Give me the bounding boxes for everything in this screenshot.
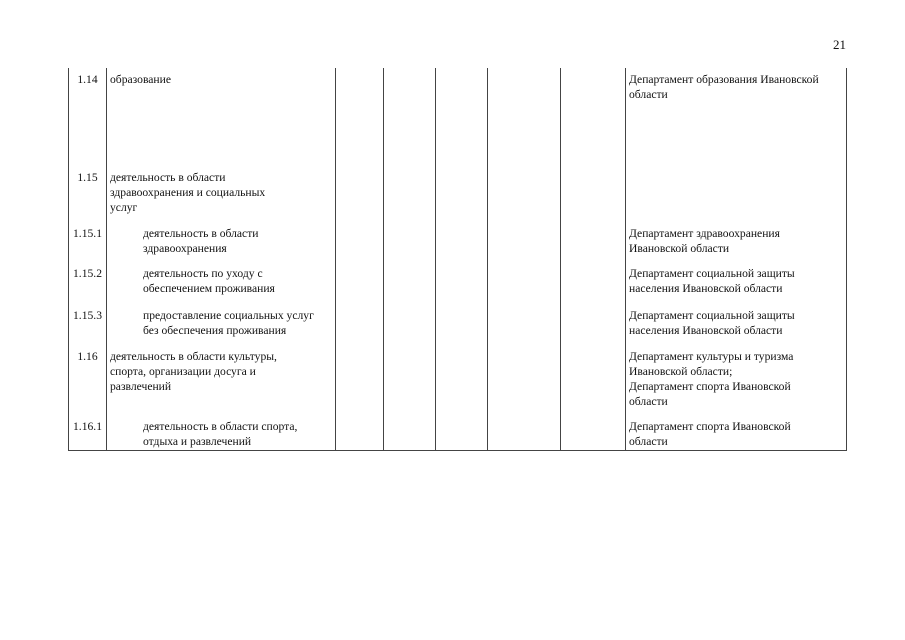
empty-cell <box>336 415 384 450</box>
empty-cell <box>384 166 436 222</box>
activity-name: деятельность в области здравоохранения <box>107 222 336 262</box>
activity-name: деятельность в области спорта, отдыха и развлечений <box>107 415 336 450</box>
empty-cell <box>336 345 384 415</box>
table-row <box>69 415 847 450</box>
empty-cell <box>336 166 384 222</box>
activities-table <box>68 68 847 451</box>
activity-name: деятельность в области культуры, спорта, организации досуга и развлечений <box>107 345 336 415</box>
table-row <box>69 166 847 222</box>
empty-cell <box>436 415 488 450</box>
empty-cell <box>488 222 561 262</box>
empty-cell <box>561 166 626 222</box>
empty-cell <box>384 68 436 166</box>
row-number: 1.16 <box>69 345 107 415</box>
empty-cell <box>336 222 384 262</box>
empty-cell <box>436 304 488 345</box>
empty-cell <box>488 304 561 345</box>
table-body <box>69 68 847 450</box>
empty-cell <box>384 304 436 345</box>
empty-cell <box>561 304 626 345</box>
responsible-authority: Департамент здравоохранения Ивановской области <box>626 222 847 262</box>
empty-cell <box>488 166 561 222</box>
row-number: 1.14 <box>69 68 107 166</box>
responsible-authority: Департамент спорта Ивановской области <box>626 415 847 450</box>
table-row <box>69 262 847 304</box>
empty-cell <box>384 222 436 262</box>
row-number: 1.15.3 <box>69 304 107 345</box>
empty-cell <box>436 68 488 166</box>
empty-cell <box>488 345 561 415</box>
activity-name: образование <box>107 68 336 166</box>
empty-cell <box>561 345 626 415</box>
table-row <box>69 68 847 166</box>
responsible-authority: Департамент социальной защиты населения Ивановской области <box>626 304 847 345</box>
activity-name: деятельность в области здравоохранения и социальных услуг <box>107 166 336 222</box>
empty-cell <box>561 68 626 166</box>
empty-cell <box>384 415 436 450</box>
empty-cell <box>384 345 436 415</box>
responsible-authority: Департамент культуры и туризма Ивановской области; Департамент спорта Ивановской области <box>626 345 847 415</box>
empty-cell <box>436 222 488 262</box>
empty-cell <box>336 262 384 304</box>
empty-cell <box>488 68 561 166</box>
table-row <box>69 304 847 345</box>
table-row <box>69 345 847 415</box>
row-number: 1.15.1 <box>69 222 107 262</box>
responsible-authority: Департамент образования Ивановской области <box>626 68 847 166</box>
empty-cell <box>436 166 488 222</box>
empty-cell <box>436 345 488 415</box>
row-number: 1.15.2 <box>69 262 107 304</box>
empty-cell <box>488 262 561 304</box>
empty-cell <box>561 222 626 262</box>
empty-cell <box>561 415 626 450</box>
table-row <box>69 222 847 262</box>
activity-name: деятельность по уходу с обеспечением проживания <box>107 262 336 304</box>
empty-cell <box>336 304 384 345</box>
responsible-authority: Департамент социальной защиты населения Ивановской области <box>626 262 847 304</box>
activity-name: предоставление социальных услуг без обеспечения проживания <box>107 304 336 345</box>
empty-cell <box>561 262 626 304</box>
empty-cell <box>488 415 561 450</box>
empty-cell <box>336 68 384 166</box>
empty-cell <box>436 262 488 304</box>
empty-cell <box>384 262 436 304</box>
row-number: 1.15 <box>69 166 107 222</box>
responsible-authority <box>626 166 847 222</box>
row-number: 1.16.1 <box>69 415 107 450</box>
page-number: 21 <box>833 37 846 52</box>
